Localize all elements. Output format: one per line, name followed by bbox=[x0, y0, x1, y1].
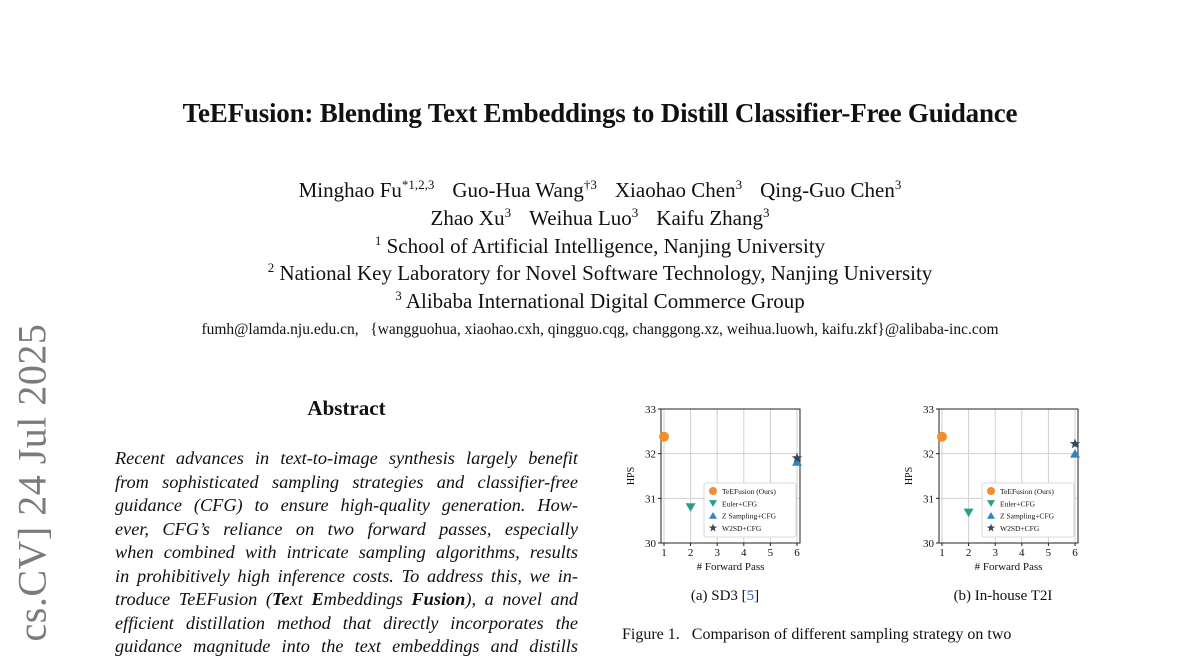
legend-label: TeEFusion (Ours) bbox=[722, 487, 776, 496]
affiliation-number: 1 bbox=[374, 233, 382, 248]
affiliation-3 bbox=[0, 289, 1200, 314]
x-tick-label: 2 bbox=[687, 547, 694, 559]
chart-inhouse-t2i bbox=[878, 395, 1178, 585]
legend-label: Euler+CFG bbox=[1000, 499, 1036, 509]
legend-label: TeEFusion (Ours) bbox=[1000, 487, 1054, 496]
author-name: Weihua Luo$^3$ bbox=[529, 205, 639, 230]
x-tick-label: 4 bbox=[1019, 547, 1025, 559]
affiliation-2 bbox=[0, 261, 1200, 286]
affiliation-text: Alibaba International Digital Commerce Group bbox=[405, 289, 805, 313]
x-axis-label: # Forward Pass bbox=[696, 561, 765, 573]
subfigure-caption-b bbox=[918, 588, 1088, 605]
y-axis-label: HPS bbox=[626, 466, 637, 486]
author-name: Qing-Guo Chen$^3$ bbox=[760, 177, 902, 202]
citation-link[interactable]: 5 bbox=[746, 588, 755, 604]
author-name: Kaifu Zhang$^3$ bbox=[656, 205, 770, 230]
affiliation-text: School of Artificial Intelligence, Nanjing University bbox=[386, 234, 826, 258]
legend-label: W2SD+CFG bbox=[722, 523, 762, 533]
x-tick-label: 6 bbox=[794, 547, 800, 559]
abstract-line: efficient distillation method that directly incorporates the bbox=[115, 612, 578, 633]
x-tick-label: 6 bbox=[1072, 547, 1078, 559]
data-point bbox=[686, 503, 696, 512]
paper-title: TeEFusion: Blending Text Embeddings to Distill Classifier-Free Guidance bbox=[182, 98, 1018, 128]
y-axis-label: HPS bbox=[904, 466, 915, 486]
author-name: Zhao Xu$^3$ bbox=[430, 205, 512, 230]
subfigure-label: (b) In-house T2I bbox=[953, 588, 1053, 604]
y-tick-label: 32 bbox=[923, 448, 934, 461]
x-tick-label: 1 bbox=[939, 547, 945, 559]
chart-sd3 bbox=[600, 395, 900, 585]
affiliation-text: National Key Laboratory for Novel Software Technology, Nanjing University bbox=[279, 261, 933, 285]
affiliation-1 bbox=[0, 234, 1200, 259]
abstract-line: Recent advances in text-to-image synthesis largely benefit bbox=[115, 448, 578, 468]
abstract-line: when combined with intricate sampling algorithms, results bbox=[115, 542, 578, 562]
legend-label: W2SD+CFG bbox=[1000, 523, 1040, 533]
abstract-body bbox=[115, 447, 578, 659]
author-name: Guo-Hua Wang$^{\dagger 3}$ bbox=[452, 177, 597, 202]
abstract-line: ever, CFG’s reliance on two forward passes, especially bbox=[115, 518, 578, 539]
y-tick-label: 31 bbox=[923, 493, 934, 506]
x-tick-label: 3 bbox=[992, 547, 998, 559]
abstract-line: in prohibitively high inference costs. To address this, we in- bbox=[115, 565, 578, 586]
legend-marker bbox=[709, 487, 717, 495]
abstract-line: guidance (CFG) to ensure high-quality generation. How- bbox=[115, 495, 578, 515]
legend-label: Z Sampling+CFG bbox=[722, 511, 777, 521]
affiliation-number: 3 bbox=[395, 288, 402, 303]
y-tick-label: 30 bbox=[645, 538, 656, 550]
arxiv-stamp: cs.CV] 24 Jul 2025 bbox=[9, 323, 55, 642]
y-tick-label: 33 bbox=[645, 404, 656, 416]
subfigure-label: (a) SD3 bbox=[690, 588, 738, 604]
x-axis-label: # Forward Pass bbox=[974, 561, 1043, 573]
author-emails: fumh@lamda.nju.edu.cn, {wangguohua, xiaohao.cxh, qingguo.cqg, changgong.xz, weihua.luowh, kaifu.zkf}@alibaba-inc.com bbox=[201, 321, 999, 338]
x-tick-label: 5 bbox=[1045, 547, 1052, 559]
affiliation-number: 2 bbox=[267, 260, 275, 275]
x-tick-label: 2 bbox=[965, 547, 972, 559]
figure-caption: Figure 1. Comparison of different sampling strategy on two bbox=[622, 626, 1012, 643]
data-point bbox=[964, 509, 974, 518]
x-tick-label: 1 bbox=[661, 547, 667, 559]
abstract-line: from sophisticated sampling strategies and classifier-free bbox=[115, 471, 578, 492]
x-tick-label: 5 bbox=[767, 547, 774, 559]
data-point bbox=[937, 432, 947, 442]
y-tick-label: 30 bbox=[923, 538, 934, 550]
author-name: Xiaohao Chen$^3$ bbox=[614, 177, 743, 202]
legend-label: Z Sampling+CFG bbox=[1000, 511, 1055, 521]
abstract-line: troduce TeEFusion (Text Embeddings Fusion), a novel and bbox=[115, 589, 578, 609]
abstract-heading: Abstract bbox=[307, 396, 386, 420]
author-name: Minghao Fu$^{*1,2,3}$ bbox=[298, 177, 435, 202]
y-tick-label: 31 bbox=[645, 493, 656, 506]
abstract-line: guidance magnitude into the text embeddings and distills bbox=[115, 636, 578, 656]
x-tick-label: 4 bbox=[741, 547, 747, 559]
author-line-1 bbox=[0, 178, 1200, 203]
y-tick-label: 33 bbox=[923, 404, 934, 416]
x-tick-label: 3 bbox=[714, 547, 720, 559]
legend-marker bbox=[987, 487, 995, 495]
data-point bbox=[659, 432, 669, 442]
subfigure-caption-a: (a) SD3 [5] bbox=[690, 588, 760, 604]
y-tick-label: 32 bbox=[645, 448, 656, 461]
legend-label: Euler+CFG bbox=[722, 499, 758, 509]
author-line-2 bbox=[0, 206, 1200, 231]
